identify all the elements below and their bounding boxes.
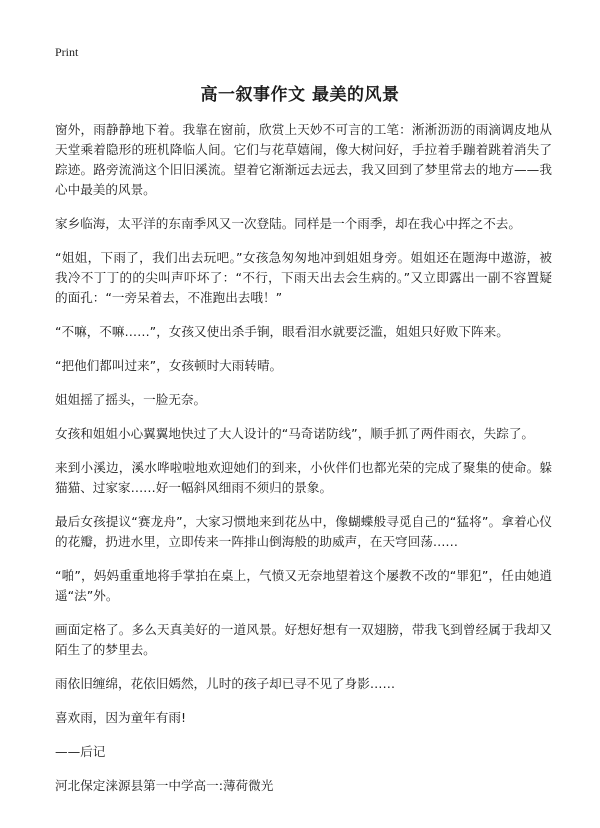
paragraph-7: 女孩和姐姐小心翼翼地快过了大人设计的“马奇诺防线”，顺手抓了两件雨衣，失踪了。 [55,426,535,441]
paragraph-11: 画面定格了。多么天真美好的一道风景。好想好想有一双翅膀，带我飞到曾经属于我却又陌生了的梦里去。 [55,622,552,657]
print-link[interactable]: Print [55,45,79,59]
paragraph-12: 雨依旧缠绵，花依旧嫣然，儿时的孩子却已寻不见了身影…… [55,676,396,691]
article-title: 高一叙事作文 最美的风景 [200,85,400,105]
paragraph-5: “把他们都叫过来”，女孩顿时大雨转晴。 [55,358,283,373]
author-line: 河北保定涞源县第一中学高一:薄荷微光 [55,778,274,793]
paragraph-2: 家乡临海，太平洋的东南季风又一次登陆。同样是一个雨季，却在我心中挥之不去。 [55,216,521,231]
paragraph-10: “啪”，妈妈重重地将手掌拍在桌上，气愤又无奈地望着这个屡教不改的“罪犯”，任由她逍遥“法”外。 [55,568,552,603]
paragraph-1: 窗外，雨静静地下着。我靠在窗前，欣赏上天妙不可言的工笔：淅淅沥沥的雨滴调皮地从天堂乘着隐形的班机降临人间。它们与花草嬉闹，像大树问好，手拉着手蹦着跳着消失了踪迹。路旁流淌这个旧旧溪流。望着它渐渐远去远去，我又回到了梦里常去的地方——我心中最美的风景。 [55,122,552,197]
article-body [55,120,552,810]
paragraph-4: “不嘛，不嘛……”，女孩又使出杀手锏，眼看泪水就要泛滥，姐姐只好败下阵来。 [55,324,509,339]
paragraph-9: 最后女孩提议“赛龙舟”，大家习惯地来到花丛中，像蝴蝶般寻觅自己的“猛将”。拿着心仪的花瓣，扔进水里，立即传来一阵排山倒海般的助威声，在天穹回荡…… [55,514,552,549]
paragraph-6: 姐姐摇了摇头，一脸无奈。 [55,392,207,407]
afterword-label: ——后记 [55,744,106,759]
paragraph-8: 来到小溪边，溪水哗啦啦地欢迎她们的到来，小伙伴们也都光荣的完成了聚集的使命。躲猫猫、过家家……好一幅斜风细雨不须归的景象。 [55,460,552,495]
paragraph-3: “姐姐，下雨了，我们出去玩吧。”女孩急匆匆地冲到姐姐身旁。姐姐还在题海中遨游，被我冷不丁丁的的尖叫声吓坏了：“不行，下雨天出去会生病的。”又立即露出一副不容置疑的面孔：“一旁呆着去，不准跑出去哦！” [55,250,552,305]
paragraph-13: 喜欢雨，因为童年有雨! [55,710,186,725]
